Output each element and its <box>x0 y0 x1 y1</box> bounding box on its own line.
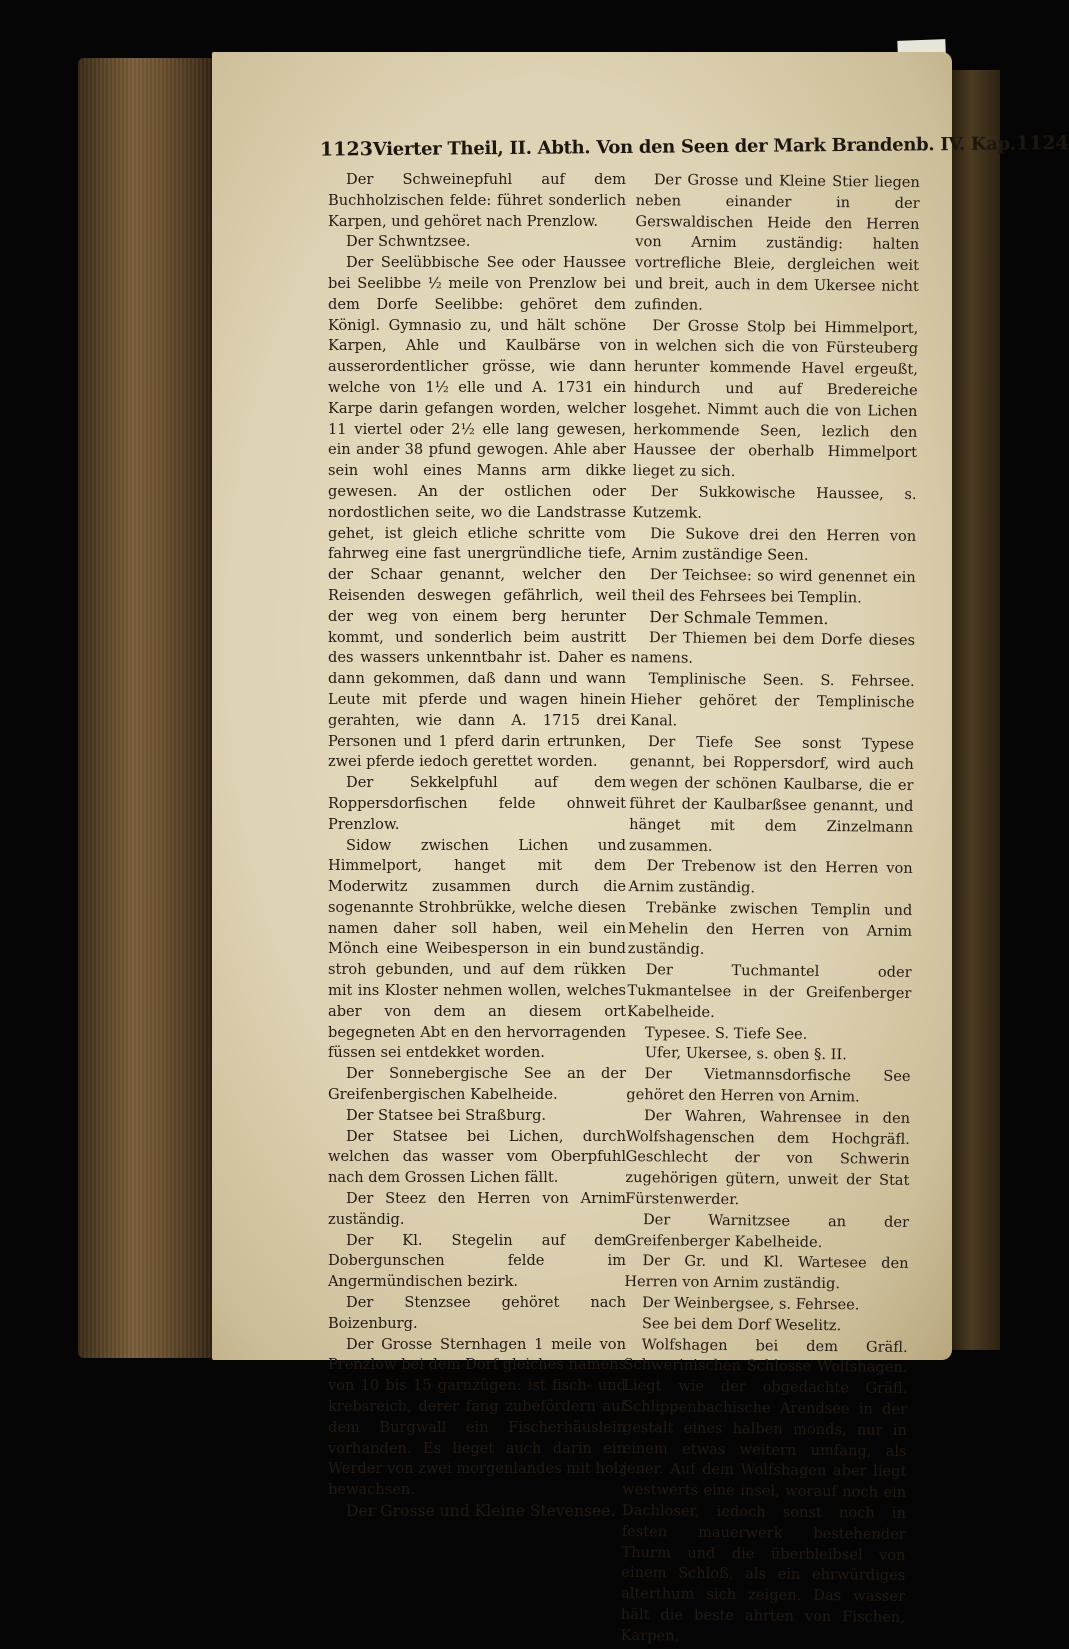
entry-paragraph: Der Tiefe See sonst Typese genannt, bei Roppersdorf, wird auch wegen der schönen Kaulbarse, die er führet der Kaulbarßsee genannt, und hänget mit dem Zinzelmann zusammen. <box>628 732 915 855</box>
entry-paragraph: Der Grosse und Kleine Stevensee. <box>346 1502 616 1520</box>
entry-paragraph: Der Warnitzsee an der Greifenberger Kabelheide. <box>624 1210 910 1251</box>
entry-paragraph: Der Statsee bei Straßburg. <box>346 1106 547 1124</box>
entry-paragraph: Der Sekkelpfuhl auf dem Roppersdorfischen felde ohnweit Prenzlow. <box>328 774 626 833</box>
entry-paragraph: Der Schmale Temmen. <box>649 607 829 628</box>
entry-paragraph: Wolfshagen bei dem Gräfl. Schwerinischen Schlosse Wolfshagen. Liegt wie der obgedachte Gräfl. Schlippenbachische Arendsee in der gestalt eines halben monds, nur in einem etwas weitern umfang, als jener. Auf dem Wolfshagen aber liegt westwerts eine insel, worauf noch ein Dachloser, iedoch sonst noch in festen mauerwerk bestehender Thurm und die überbleibsel von einem Schloß, als ein ehrwürdiges alterthum sich zeigen. Das wasser hält die beste ahrten von Fischen, Karpen, <box>620 1335 908 1645</box>
entry-paragraph: Ufer, Ukersee, s. oben §. II. <box>644 1044 847 1064</box>
entry-paragraph: Der Tuchmantel oder Tukmantelsee in der Greifenberger Kabelheide. <box>627 961 912 1021</box>
entry-paragraph: Trebänke zwischen Templin und Mehelin den Herren von Arnim zuständig. <box>627 899 913 959</box>
entry-paragraph: Der Vietmannsdorfische See gehöret den Herren von Arnim. <box>626 1065 911 1106</box>
entry-paragraph: Der Thiemen bei dem Dorfe dieses namens. <box>630 628 916 667</box>
left-page-number: 1123 <box>319 138 373 161</box>
entry-paragraph: Der Schweinepfuhl auf dem Buchholzischen felde: führet sonderlich Karpen, und gehöret nach Prenzlow. <box>328 171 626 230</box>
entry-paragraph: Der Stenzsee gehöret nach Boizenburg. <box>328 1294 626 1332</box>
entry-paragraph: Der Gr. und Kl. Wartesee den Herren von Arnim zuständig. <box>624 1252 909 1293</box>
book-fore-edge <box>78 58 216 1358</box>
entry-paragraph: Sidow zwischen Lichen und Himmelport, hanget mit dem Moderwitz zusammen durch die sogenannte Strohbrükke, welche diesen namen daher soll haben, weil ein Mönch eine Weibesperson in ein bund stroh gebunden, und auf dem rükken mit ins Kloster nehmen wollen, welches aber von dem an diesem ort begegneten Abt en den hervorragenden füssen sei entdekket worden. <box>328 836 626 1062</box>
page-header <box>319 132 1069 168</box>
entry-paragraph: Templinische Seen. S. Fehrsee. Hieher gehöret der Templinische Kanal. <box>630 670 915 730</box>
right-text-column <box>621 170 920 1649</box>
entry-paragraph: Der Steez den Herren von Arnim zuständig. <box>328 1190 626 1228</box>
right-page-number: 1124 <box>1015 132 1069 155</box>
entry-paragraph: Der Grosse Sternhagen 1 meile von Prenzlow bei dem Dorf gleiches namens von 10 bis 15 garnzügen: ist fisch- und krebsreich, derer fang zubefördern auf dem Burgwall ein Fischerhäuslein vorhanden. Es lieget auch darin ein Werder von zwei morgenlandes mit holz bewachsen. <box>328 1335 626 1499</box>
entry-paragraph: Der Weinbergsee, s. Fehrsee. <box>642 1294 860 1314</box>
entry-paragraph: Der Wahren, Wahrensee in den Wolfshagenschen dem Hochgräfl. Geschlecht der von Schwerin zugehörigen gütern, unweit der Stat Fürstenwerder. <box>625 1106 911 1209</box>
entry-paragraph: Der Kl. Stegelin auf dem Dobergunschen felde im Angermündischen bezirk. <box>328 1231 626 1291</box>
entry-paragraph: Der Grosse und Kleine Stier liegen neben einander in der Gerswaldischen Heide den Herren von Arnim zuständig: halten vortrefliche Bleie, dergleichen weit und breit, auch in dem Ukersee nicht zufinden. <box>634 171 920 314</box>
entry-paragraph: Der Seelübbische See oder Haussee bei Seelibbe ½ meile von Prenzlow bei dem Dorfe Seelibbe: gehöret dem Königl. Gymnasio zu, und hält schöne Karpen, Ahle und Kaulbärse von ausserordentlicher grösse, wie dann welche von 1½ elle und A. 1731 ein Karpe darin gefangen worden, welcher 11 viertel oder 2½ elle lang gewesen, ein ander 38 pfund gewogen. Ahle aber sein wohl eines Manns arm dikke gewesen. An der ostlichen oder nordostlichen seite, wo die Landstrasse gehet, ist gleich etliche schritte vom fahrweg eine fast unergründliche tiefe, der Schaar genannt, welcher den Reisenden deswegen gefährlich, weil der weg von einem berg herunter kommt, und sonderlich beim austritt des wassers unkenntbahr ist. Daher es dann gekommen, daß dann und wann Leute mit pferde und wagen hinein gerahten, wie dann A. 1715 drei Personen und 1 pferd darin ertrunken, zwei pferde iedoch gerettet worden. <box>328 254 626 771</box>
entry-paragraph: Typesee. S. Tiefe See. <box>644 1023 808 1043</box>
entry-paragraph: See bei dem Dorf Weselitz. <box>641 1314 842 1335</box>
entry-paragraph: Der Teichsee: so wird genennet ein theil des Fehrsees bei Templin. <box>631 566 916 607</box>
entry-paragraph: Der Grosse Stolp bei Himmelport, in welchen sich die von Fürsteuberg herunter kommende Havel ergeußt, hindurch und auf Bredereiche losgehet. Nimmt auch die von Lichen herkommende Seen, lezlich den Haussee der oberhalb Himmelport lieget zu sich. <box>632 316 919 481</box>
running-title: Vierter Theil, II. Abth. Von den Seen der Mark Brandenb. IV. Kap. <box>372 133 1016 161</box>
entry-paragraph: Der Statsee bei Lichen, durch welchen das wasser vom Oberpfuhl nach dem Grossen Lichen fällt. <box>328 1127 626 1187</box>
entry-paragraph: Der Trebenow ist den Herren von Arnim zuständig. <box>628 857 913 897</box>
entry-paragraph: Der Sukkowische Haussee, s. Kutzemk. <box>632 483 917 522</box>
left-text-column <box>328 170 626 1522</box>
entry-paragraph: Die Sukove drei den Herren von Arnim zuständige Seen. <box>631 524 917 565</box>
facing-page-edge <box>952 70 1000 1350</box>
entry-paragraph: Der Sonnebergische See an der Greifenbergischen Kabelheide. <box>328 1065 626 1104</box>
entry-paragraph: Der Schwntzsee. <box>346 233 471 251</box>
